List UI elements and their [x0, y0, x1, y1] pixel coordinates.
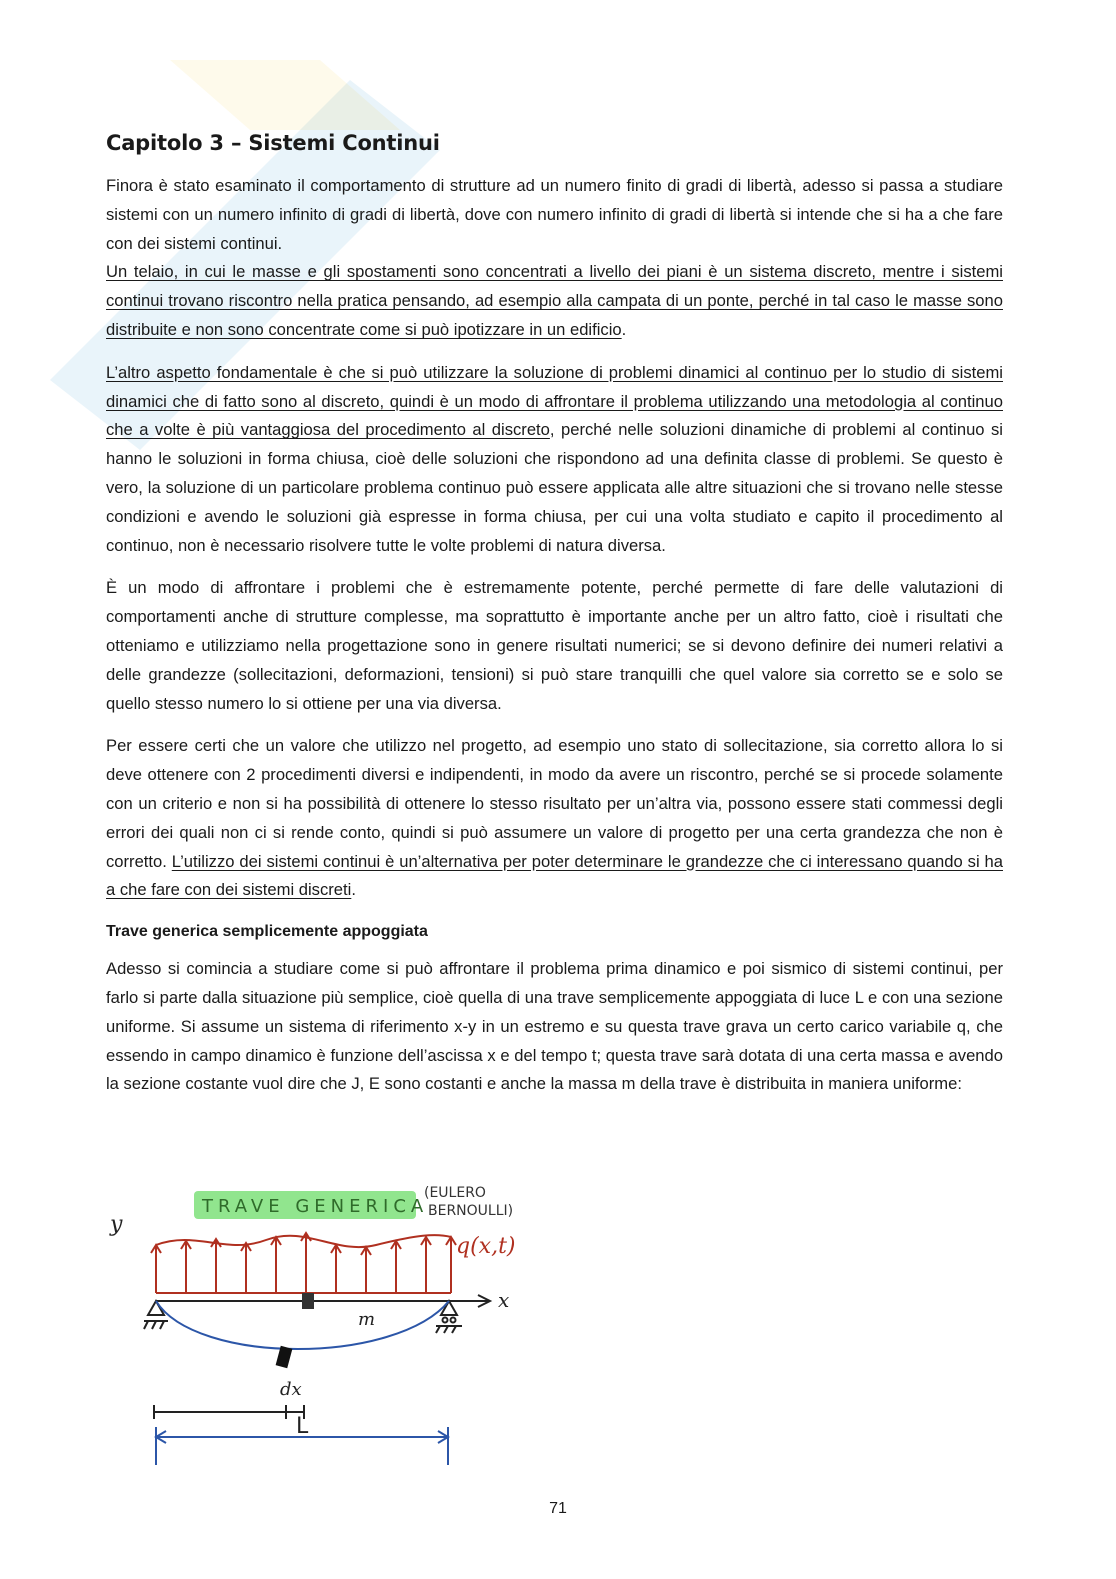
paragraph-tail: , perché nelle soluzioni dinamiche di problemi al continuo si hanno le soluzioni in forma chiusa, cioè delle soluzioni che rispondono ad una definita classe di problemi. Se questo è vero, la soluzione di un particolare problema continuo può essere applicata alle altre situazioni che si trovano nelle stesse condizioni e avendo le soluzioni già espresse in forma chiusa, per cui una volta studiato e capito il procedimento al continuo, non è necessario risolvere tutte le volte problemi di natura diversa. — [106, 420, 1003, 555]
paragraph-verification — [106, 732, 1003, 905]
load-label: q(x,t) — [456, 1234, 516, 1259]
paragraph-powerful-method: È un modo di affrontare i problemi che è estremamente potente, perché permette di fare delle valutazioni di comportamenti anche di strutture complesse, ma soprattutto è importante anche per un altro fatto, cioè i risultati che otteniamo e utilizziamo nella progettazione sono in genere risultati numerici; se si devono definire dei numeri relativi a delle grandezze (sollecitazioni, deformazioni, tensioni) si può stare tranquilli che quel valore sia corretto se e solo se quello stesso numero lo si ottiene per una via diversa. — [106, 578, 1003, 713]
distributed-load — [151, 1233, 456, 1293]
span-label: L — [296, 1414, 309, 1439]
x-axis-label: x — [498, 1288, 510, 1312]
underlined-text: Un telaio, in cui le masse e gli spostamenti sono concentrati a livello dei piani è un sistema discreto, mentre i sistemi continui trovano riscontro nella pratica pensando, ad esempio alla campata di un ponte, perché in tal caso le masse sono distribuite e non sono concentrate come si può ipotizzare in un edificio — [106, 262, 1003, 339]
beam-axis — [156, 1295, 490, 1307]
y-axis-label: y — [110, 1212, 123, 1237]
paragraph-tail: . — [621, 319, 627, 339]
section-title: Trave generica semplicemente appoggiata — [106, 923, 428, 941]
paragraph-tail: . — [351, 880, 356, 900]
chapter-title: Capitolo 3 – Sistemi Continui — [106, 131, 440, 155]
figure-note-line1: (EULERO — [424, 1185, 486, 1201]
left-support — [144, 1301, 168, 1329]
mass-element — [302, 1293, 314, 1309]
paragraph-head: Per essere certi che un valore che utilizzo nel progetto, ad esempio uno stato di sollecitazione, sia corretto allora lo si deve ottenere con 2 procedimenti diversi e indipendenti, in modo da avere un riscontro, perché se si procede solamente con un criterio e non si ha possibilità di ottenere lo stesso risultato per un’altra via, possono essere stati commessi degli errori dei quali non ci si rende conto, quindi si può assumere un valore di progetto per una certa grandezza che non è corretto. — [106, 736, 1003, 871]
figure-note-line2: BERNOULLI) — [428, 1203, 514, 1219]
mass-label: m — [358, 1309, 376, 1330]
dx-dimension — [154, 1405, 304, 1419]
dx-label: dx — [280, 1379, 302, 1400]
paragraph-discrete-vs-continuous — [106, 258, 1003, 344]
right-support — [436, 1301, 462, 1333]
paragraph-fundamental-aspect — [106, 359, 1003, 561]
paragraph-beam-description: Adesso si comincia a studiare come si può affrontare il problema prima dinamico e poi sismico di sistemi continui, per farlo si parte dalla situazione più semplice, cioè quella di una trave semplicemente appoggiata di luce L e con una sezione uniforme. Si assume un sistema di riferimento x-y in un estremo e su questa trave grava un certo carico variabile q, che essendo in campo dinamico è funzione dell’ascissa x e del tempo t; questa trave sarà dotata di una certa massa e avendo la sezione costante vuol dire che J, E sono costanti e anche la massa m della trave è distribuita in maniera uniforme: — [106, 959, 1003, 1094]
page-number: 71 — [549, 1500, 567, 1517]
paragraph-intro: Finora è stato esaminato il comportamento di strutture ad un numero finito di gradi di libertà, adesso si passa a studiare sistemi con un numero infinito di gradi di libertà, dove con numero infinito di gradi di libertà si intende che si ha a che fare con dei sistemi continui. — [106, 176, 1003, 253]
page-content — [106, 128, 1003, 1113]
figure-title-label: TRAVE GENERICA — [202, 1196, 429, 1217]
underlined-text: L’altro aspetto fondamentale è che si può utilizzare la soluzione di problemi dinamici al continuo per lo studio di sistemi dinamici che di fatto sono al discreto, quindi è un modo di affrontare il problema utilizzando una metodologia al continuo che a volte è più vantaggiosa del procedimento al discreto — [106, 362, 1003, 440]
beam-figure — [106, 1175, 556, 1475]
underlined-text: L’utilizzo dei sistemi continui è un’alternativa per poter determinare le grandezze che ci interessano quando si ha a che fare con dei sistemi discreti — [106, 851, 1003, 900]
